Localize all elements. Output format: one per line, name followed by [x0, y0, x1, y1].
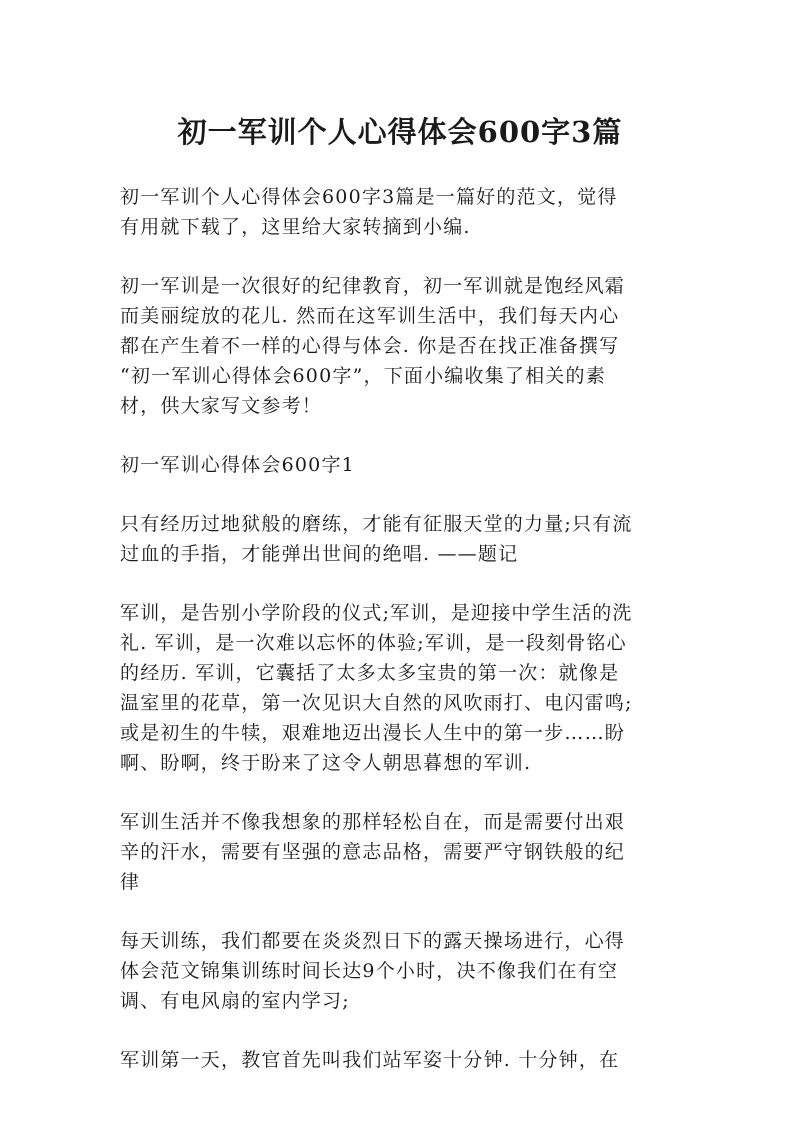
paragraph: [120, 926, 668, 1016]
paragraph-line: 初一军训个人心得体会600字3篇是一篇好的范文，觉得: [120, 186, 618, 208]
paragraph-line: 只有经历过地狱般的磨练，才能有征服天堂的力量;只有流: [120, 513, 633, 535]
paragraph: [120, 598, 668, 778]
paragraph-line: 军训生活并不像我想象的那样轻松自在，而是需要付出艰: [120, 811, 626, 833]
paragraph-line: 辛的汗水，需要有坚强的意志品格，需要严守钢铁般的纪: [120, 841, 626, 863]
document-body: [120, 182, 668, 1104]
paragraph-line: 啊、盼啊，终于盼来了这令人朝思暮想的军训.: [120, 752, 532, 774]
paragraph: [120, 271, 668, 421]
paragraph-line: 军训，是告别小学阶段的仪式;军训，是迎接中学生活的洗: [120, 602, 633, 624]
paragraph-line: 礼. 军训，是一次难以忘怀的体验;军训，是一段刻骨铭心: [120, 632, 627, 654]
document-title: 初一军训个人心得体会600字3篇: [177, 115, 623, 149]
paragraph-line: 初一军训心得体会600字1: [120, 454, 355, 476]
paragraph-line: 都在产生着不一样的心得与体会. 你是否在找正准备撰写: [120, 335, 620, 357]
paragraph-line: 过血的手指，才能弹出世间的绝唱. ——题记: [120, 543, 519, 565]
paragraph-line: 律: [120, 871, 141, 893]
paragraph-line: 有用就下载了，这里给大家转摘到小编.: [120, 216, 471, 238]
paragraph: [120, 182, 668, 242]
paragraph: [120, 509, 668, 569]
paragraph-line: 体会范文锦集训练时间长达9个小时，决不像我们在有空: [120, 960, 619, 982]
paragraph-line: 每天训练，我们都要在炎炎烈日下的露天操场进行，心得: [120, 930, 626, 952]
paragraph-line: 而美丽绽放的花儿. 然而在这军训生活中，我们每天内心: [120, 305, 620, 327]
paragraph-line: 军训第一天，教官首先叫我们站军姿十分钟. 十分钟，在: [120, 1049, 620, 1071]
paragraph: [120, 1045, 668, 1075]
paragraph-line: 的经历. 军训，它囊括了太多太多宝贵的第一次：就像是: [120, 662, 620, 684]
paragraph: [120, 807, 668, 897]
paragraph-line: “初一军训心得体会600字”，下面小编收集了相关的素: [120, 365, 606, 387]
paragraph-line: 初一军训是一次很好的纪律教育，初一军训就是饱经风霜: [120, 275, 626, 297]
paragraph: [120, 450, 668, 480]
paragraph-line: 调、有电风扇的室内学习;: [120, 990, 350, 1012]
paragraph-line: 温室里的花草，第一次见识大自然的风吹雨打、电闪雷鸣;: [120, 692, 633, 714]
paragraph-line: 或是初生的牛犊，艰难地迈出漫长人生中的第一步……盼: [120, 722, 626, 744]
paragraph-line: 材，供大家写文参考！: [120, 395, 323, 417]
